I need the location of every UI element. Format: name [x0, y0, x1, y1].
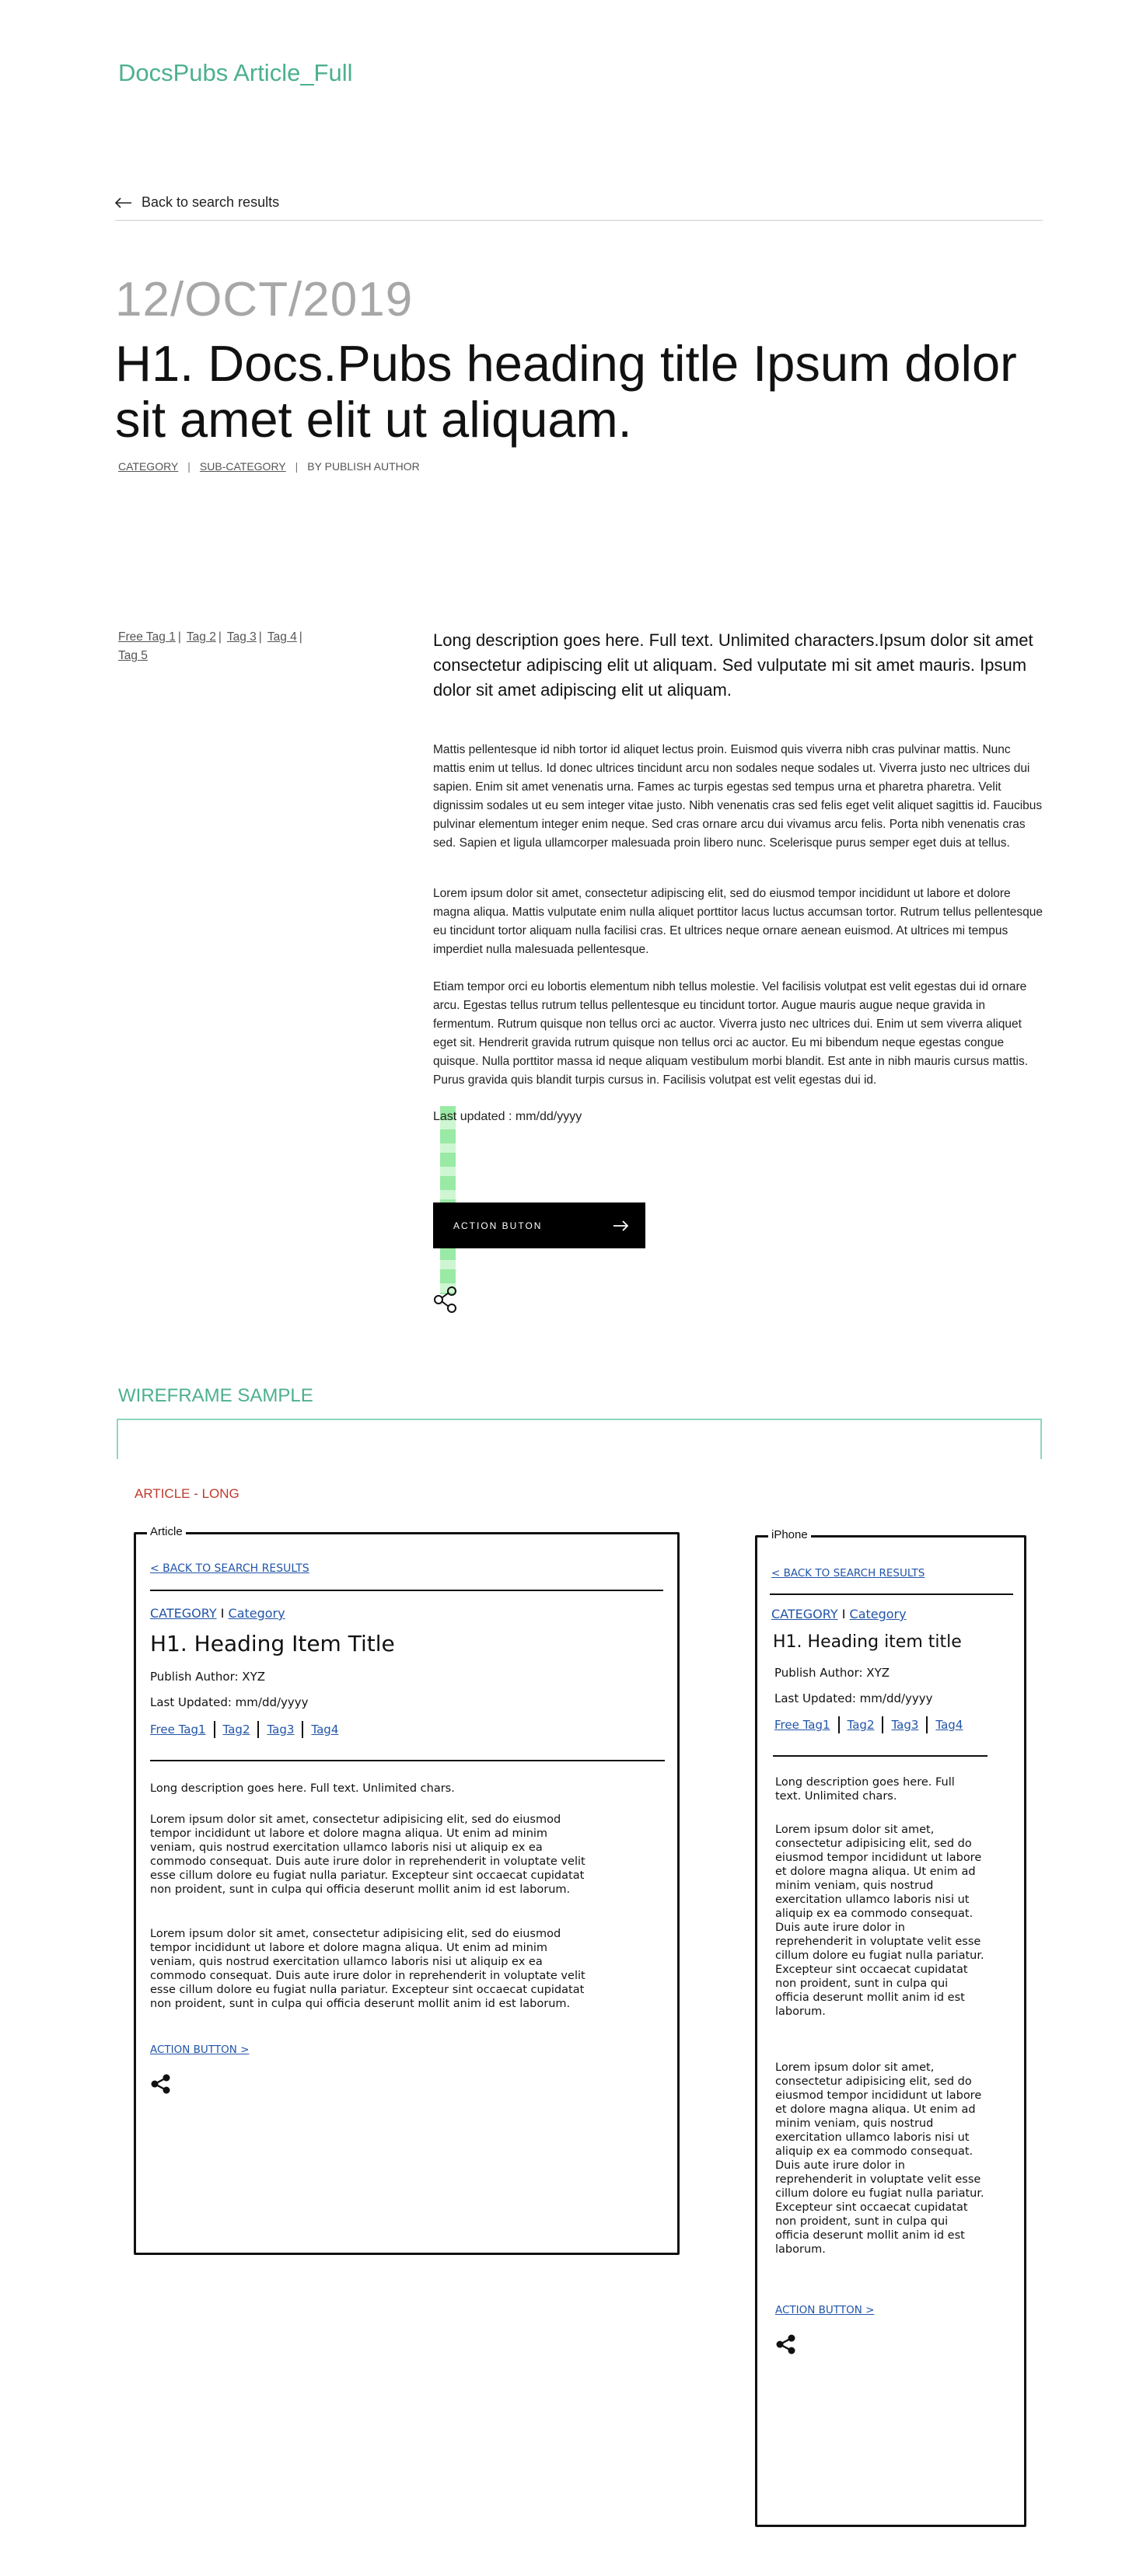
divider	[150, 1760, 665, 1761]
wireframe-subtitle: ARTICLE - LONG	[135, 1486, 239, 1501]
last-updated: Last updated : mm/dd/yyyy	[433, 1110, 582, 1123]
share-icon[interactable]	[150, 2073, 172, 2098]
wireframe-title: WIREFRAME SAMPLE	[118, 1385, 313, 1406]
action-button-label: ACTION BUTON	[453, 1220, 543, 1231]
wf-back-link[interactable]: < BACK TO SEARCH RESULTS	[150, 1562, 309, 1575]
tag-link[interactable]: Tag 5	[118, 649, 148, 662]
wf-paragraph: Lorem ipsum dolor sit amet, consectetur adipisicing elit, sed do eiusmod tempor incididunt ut labore et dolore magna aliqua. Ut enim ad minim veniam, quis nostrud exercitation ullamco laboris nisi ut aliquip ex ea commodo consequat. Duis aute irure dolor in reprehenderit in voluptate velit esse cillum dolore eu fugiat nulla pariatur. Excepteur sint occaecat cupidatat non proident, sunt in culpa qui officia deserunt mollit anim id est laborum.	[150, 1813, 585, 1896]
wf-tag-link[interactable]: Free Tag1	[150, 1723, 206, 1737]
wf-paragraph: Lorem ipsum dolor sit amet, consectetur adipisicing elit, sed do eiusmod tempor incididunt ut labore et dolore magna aliqua. Ut enim ad minim veniam, quis nostrud exercitation ullamco laboris nisi ut aliquip ex ea commodo consequat. Duis aute irure dolor in reprehenderit in voluptate velit esse cillum dolore eu fugiat nulla pariatur. Excepteur sint occaecat cupidatat non proident, sunt in culpa qui officia deserunt mollit anim id est laborum.	[775, 2061, 984, 2256]
article-wireframe	[134, 1525, 680, 2255]
tag-list: Free Tag 1 | Tag 2 | Tag 3 | Tag 4 | Tag 5	[118, 630, 302, 662]
wf-category-row: CATEGORY I Category	[771, 1607, 907, 1621]
action-button[interactable]	[433, 1202, 645, 1248]
back-link-label: Back to search results	[142, 194, 280, 210]
wf-category-link[interactable]: Category	[849, 1607, 907, 1621]
wf-tag-link[interactable]: Tag2	[847, 1718, 875, 1732]
wf-action-link[interactable]: ACTION BUTTON >	[775, 2304, 875, 2316]
wf-tag-link[interactable]: Tag4	[311, 1723, 339, 1737]
divider	[115, 220, 1043, 221]
tag-link[interactable]: Tag 2	[186, 630, 216, 644]
wf-category-link[interactable]: Category	[228, 1606, 285, 1621]
share-icon[interactable]	[432, 1286, 459, 1318]
wireframe-container	[117, 1419, 1042, 1459]
category-link[interactable]: CATEGORY	[118, 460, 179, 473]
wf-tag-link[interactable]: Tag3	[267, 1723, 295, 1737]
body-paragraph: Etiam tempor orci eu lobortis elementum nibh tellus molestie. Vel facilisis volutpat est velit egestas dui id ornare arcu. Egestas tellus rutrum tellus pellentesque eu tincidunt tortor. Augue mauris augue neque gravida in fermentum. Rutrum quisque non tellus orci ac auctor. Viverra justo nec ultrices dui. Enim ut sem viverra aliquet eget sit. Hendrerit gravida rutrum quisque non tellus orci ac auctor. Eu mi bibendum neque egestas congue quisque. Nulla porttitor massa id neque aliquam vestibulum morbi blandit. Est ante in nibh mauris cursus mattis. Purus gravida quis blandit turpis cursus in. Facilisis volutpat est velit egestas dui id.	[433, 980, 1029, 1087]
frame-label: iPhone	[768, 1528, 811, 1541]
article-meta	[118, 460, 420, 473]
body-paragraph: Lorem ipsum dolor sit amet, consectetur adipiscing elit, sed do eiusmod tempor incididunt ut labore et dolore magna aliqua. Mattis vulputate enim nulla aliquet porttitor lacus luctus accumsan tortor. Rutrum tellus pellentesque eu tincidunt tortor aliquam nulla facilisi cras. Et ultrices neque ornare aenean euismod. At ultrices mi tempus imperdiet nulla malesuada pellentesque.	[433, 887, 1043, 956]
tag-link[interactable]: Free Tag 1	[118, 630, 176, 644]
tag-link[interactable]: Tag 4	[267, 630, 297, 644]
long-description: Long description goes here. Full text. Unlimited characters.Ipsum dolor sit amet consectetur adipiscing elit ut aliquam. Sed vulputate mi sit amet mauris. Ipsum dolor sit amet adipiscing elit ut aliquam.	[433, 630, 1033, 700]
article-heading: H1. Docs.Pubs heading title Ipsum dolor sit amet elit ut aliquam.	[115, 335, 1017, 448]
wf-tag-link[interactable]: Tag3	[891, 1718, 919, 1732]
frame-label: Article	[147, 1525, 186, 1538]
arrow-left-icon	[115, 197, 132, 208]
wf-description: Long description goes here. Full text. Unlimited chars.	[150, 1782, 455, 1795]
wf-tag-link[interactable]: Free Tag1	[774, 1718, 830, 1732]
wf-heading: H1. Heading Item Title	[150, 1631, 395, 1656]
site-title: DocsPubs Article_Full	[118, 59, 353, 86]
wf-updated: Last Updated: mm/dd/yyyy	[150, 1695, 309, 1709]
wf-category-link[interactable]: CATEGORY	[150, 1606, 217, 1621]
author-label: BY PUBLISH AUTHOR	[307, 460, 420, 473]
wf-paragraph: Lorem ipsum dolor sit amet, consectetur adipisicing elit, sed do eiusmod tempor incididunt ut labore et dolore magna aliqua. Ut enim ad minim veniam, quis nostrud exercitation ullamco laboris nisi ut aliquip ex ea commodo consequat. Duis aute irure dolor in reprehenderit in voluptate velit esse cillum dolore eu fugiat nulla pariatur. Excepteur sint occaecat cupidatat non proident, sunt in culpa qui officia deserunt mollit anim id est laborum.	[150, 1928, 585, 2010]
tag-link[interactable]: Tag 3	[226, 630, 257, 644]
wf-action-link[interactable]: ACTION BUTTON >	[150, 2044, 250, 2056]
highlight-marker	[440, 1106, 456, 1294]
wf-category-row: CATEGORY I Category	[150, 1606, 285, 1621]
wf-tag-list	[774, 1716, 963, 1733]
wf-category-link[interactable]: CATEGORY	[771, 1607, 838, 1621]
back-to-search-link[interactable]	[115, 194, 279, 211]
wf-back-link[interactable]: < BACK TO SEARCH RESULTS	[771, 1567, 925, 1579]
wf-description: Long description goes here. Full text. Unlimited chars.	[775, 1776, 955, 1803]
wf-author: Publish Author: XYZ	[774, 1666, 890, 1680]
wf-author: Publish Author: XYZ	[150, 1670, 266, 1684]
wf-heading: H1. Heading item title	[773, 1632, 962, 1652]
divider	[770, 1593, 1013, 1595]
meta-separator: |	[187, 460, 190, 473]
article-date: 12/OCT/2019	[115, 273, 414, 326]
divider	[150, 1590, 663, 1591]
arrow-right-icon	[613, 1220, 628, 1231]
meta-separator: |	[295, 460, 299, 473]
iphone-wireframe	[755, 1528, 1026, 2527]
wf-paragraph: Lorem ipsum dolor sit amet, consectetur adipisicing elit, sed do eiusmod tempor incididunt ut labore et dolore magna aliqua. Ut enim ad minim veniam, quis nostrud exercitation ullamco laboris nisi ut aliquip ex ea commodo consequat. Duis aute irure dolor in reprehenderit in voluptate velit esse cillum dolore eu fugiat nulla pariatur. Excepteur sint occaecat cupidatat non proident, sunt in culpa qui officia deserunt mollit anim id est laborum.	[775, 1824, 984, 2018]
share-icon[interactable]	[775, 2333, 797, 2358]
wf-tag-list	[150, 1721, 338, 1738]
subcategory-link[interactable]: SUB-CATEGORY	[199, 460, 286, 473]
body-paragraph: Mattis pellentesque id nibh tortor id aliquet lectus proin. Euismod quis viverra nibh cras pulvinar mattis. Nunc mattis enim ut tellus. Id donec ultrices tincidunt arcu non sodales neque sodales ut. Viverra justo nec ultrices dui sapien. Enim sit amet venenatis urna. Fames ac turpis egestas sed tempus urna et pharetra pharetra. Velit dignissim sodales ut eu sem integer vitae justo. Nibh venenatis cras sed felis eget velit aliquet sagittis id. Faucibus pulvinar elementum integer enim neque. Sed cras ornare arcu dui vivamus arcu felis. Porta nibh venenatis cras sed. Sapien et ligula ullamcorper malesuada proin libero nunc. Scelerisque purus semper eget duis at tellus.	[433, 743, 1043, 850]
divider	[773, 1755, 987, 1757]
wf-tag-link[interactable]: Tag2	[222, 1723, 250, 1737]
wf-updated: Last Updated: mm/dd/yyyy	[774, 1691, 933, 1705]
wf-tag-link[interactable]: Tag4	[935, 1718, 963, 1732]
